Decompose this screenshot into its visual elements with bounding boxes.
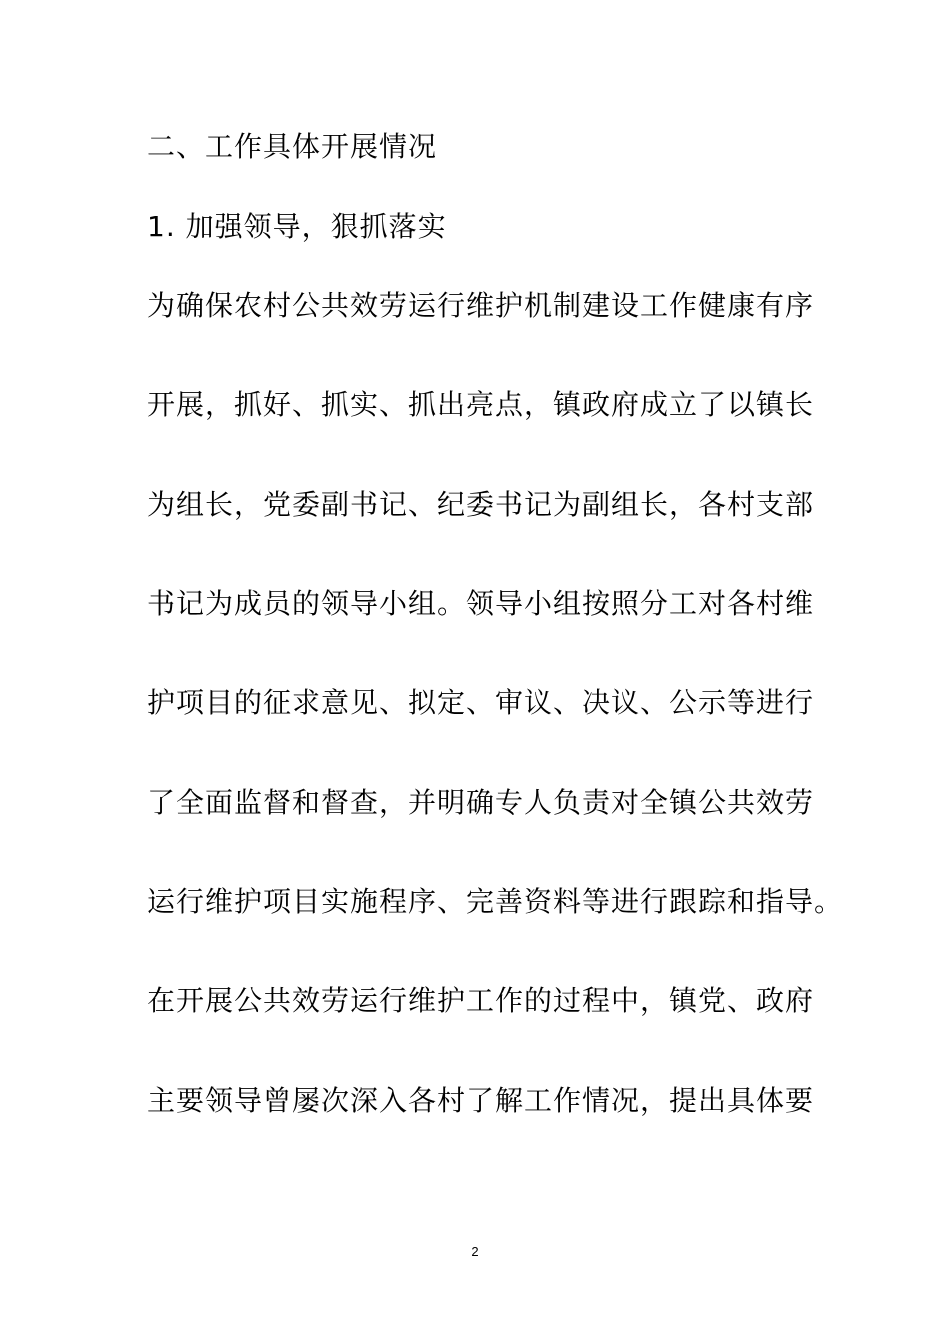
body-line: 护项目的征求意见、拟定、审议、决议、公示等进行 <box>147 686 815 719</box>
subsection-heading: 1. 加强领导，狠抓落实 <box>147 210 447 243</box>
body-line: 开展，抓好、抓实、抓出亮点，镇政府成立了以镇长 <box>147 388 815 421</box>
body-line: 运行维护项目实施程序、完善资料等进行跟踪和指导。 <box>147 885 844 918</box>
body-line: 在开展公共效劳运行维护工作的过程中，镇党、政府 <box>147 984 815 1017</box>
page-number: 2 <box>471 1244 479 1259</box>
body-line: 主要领导曾屡次深入各村了解工作情况，提出具体要 <box>147 1084 815 1117</box>
body-line: 书记为成员的领导小组。领导小组按照分工对各村维 <box>147 587 815 620</box>
body-line: 为确保农村公共效劳运行维护机制建设工作健康有序 <box>147 289 815 322</box>
body-line: 了全面监督和督查，并明确专人负责对全镇公共效劳 <box>147 786 815 819</box>
section-heading: 二、工作具体开展情况 <box>147 130 438 163</box>
body-line: 为组长，党委副书记、纪委书记为副组长，各村支部 <box>147 488 815 521</box>
